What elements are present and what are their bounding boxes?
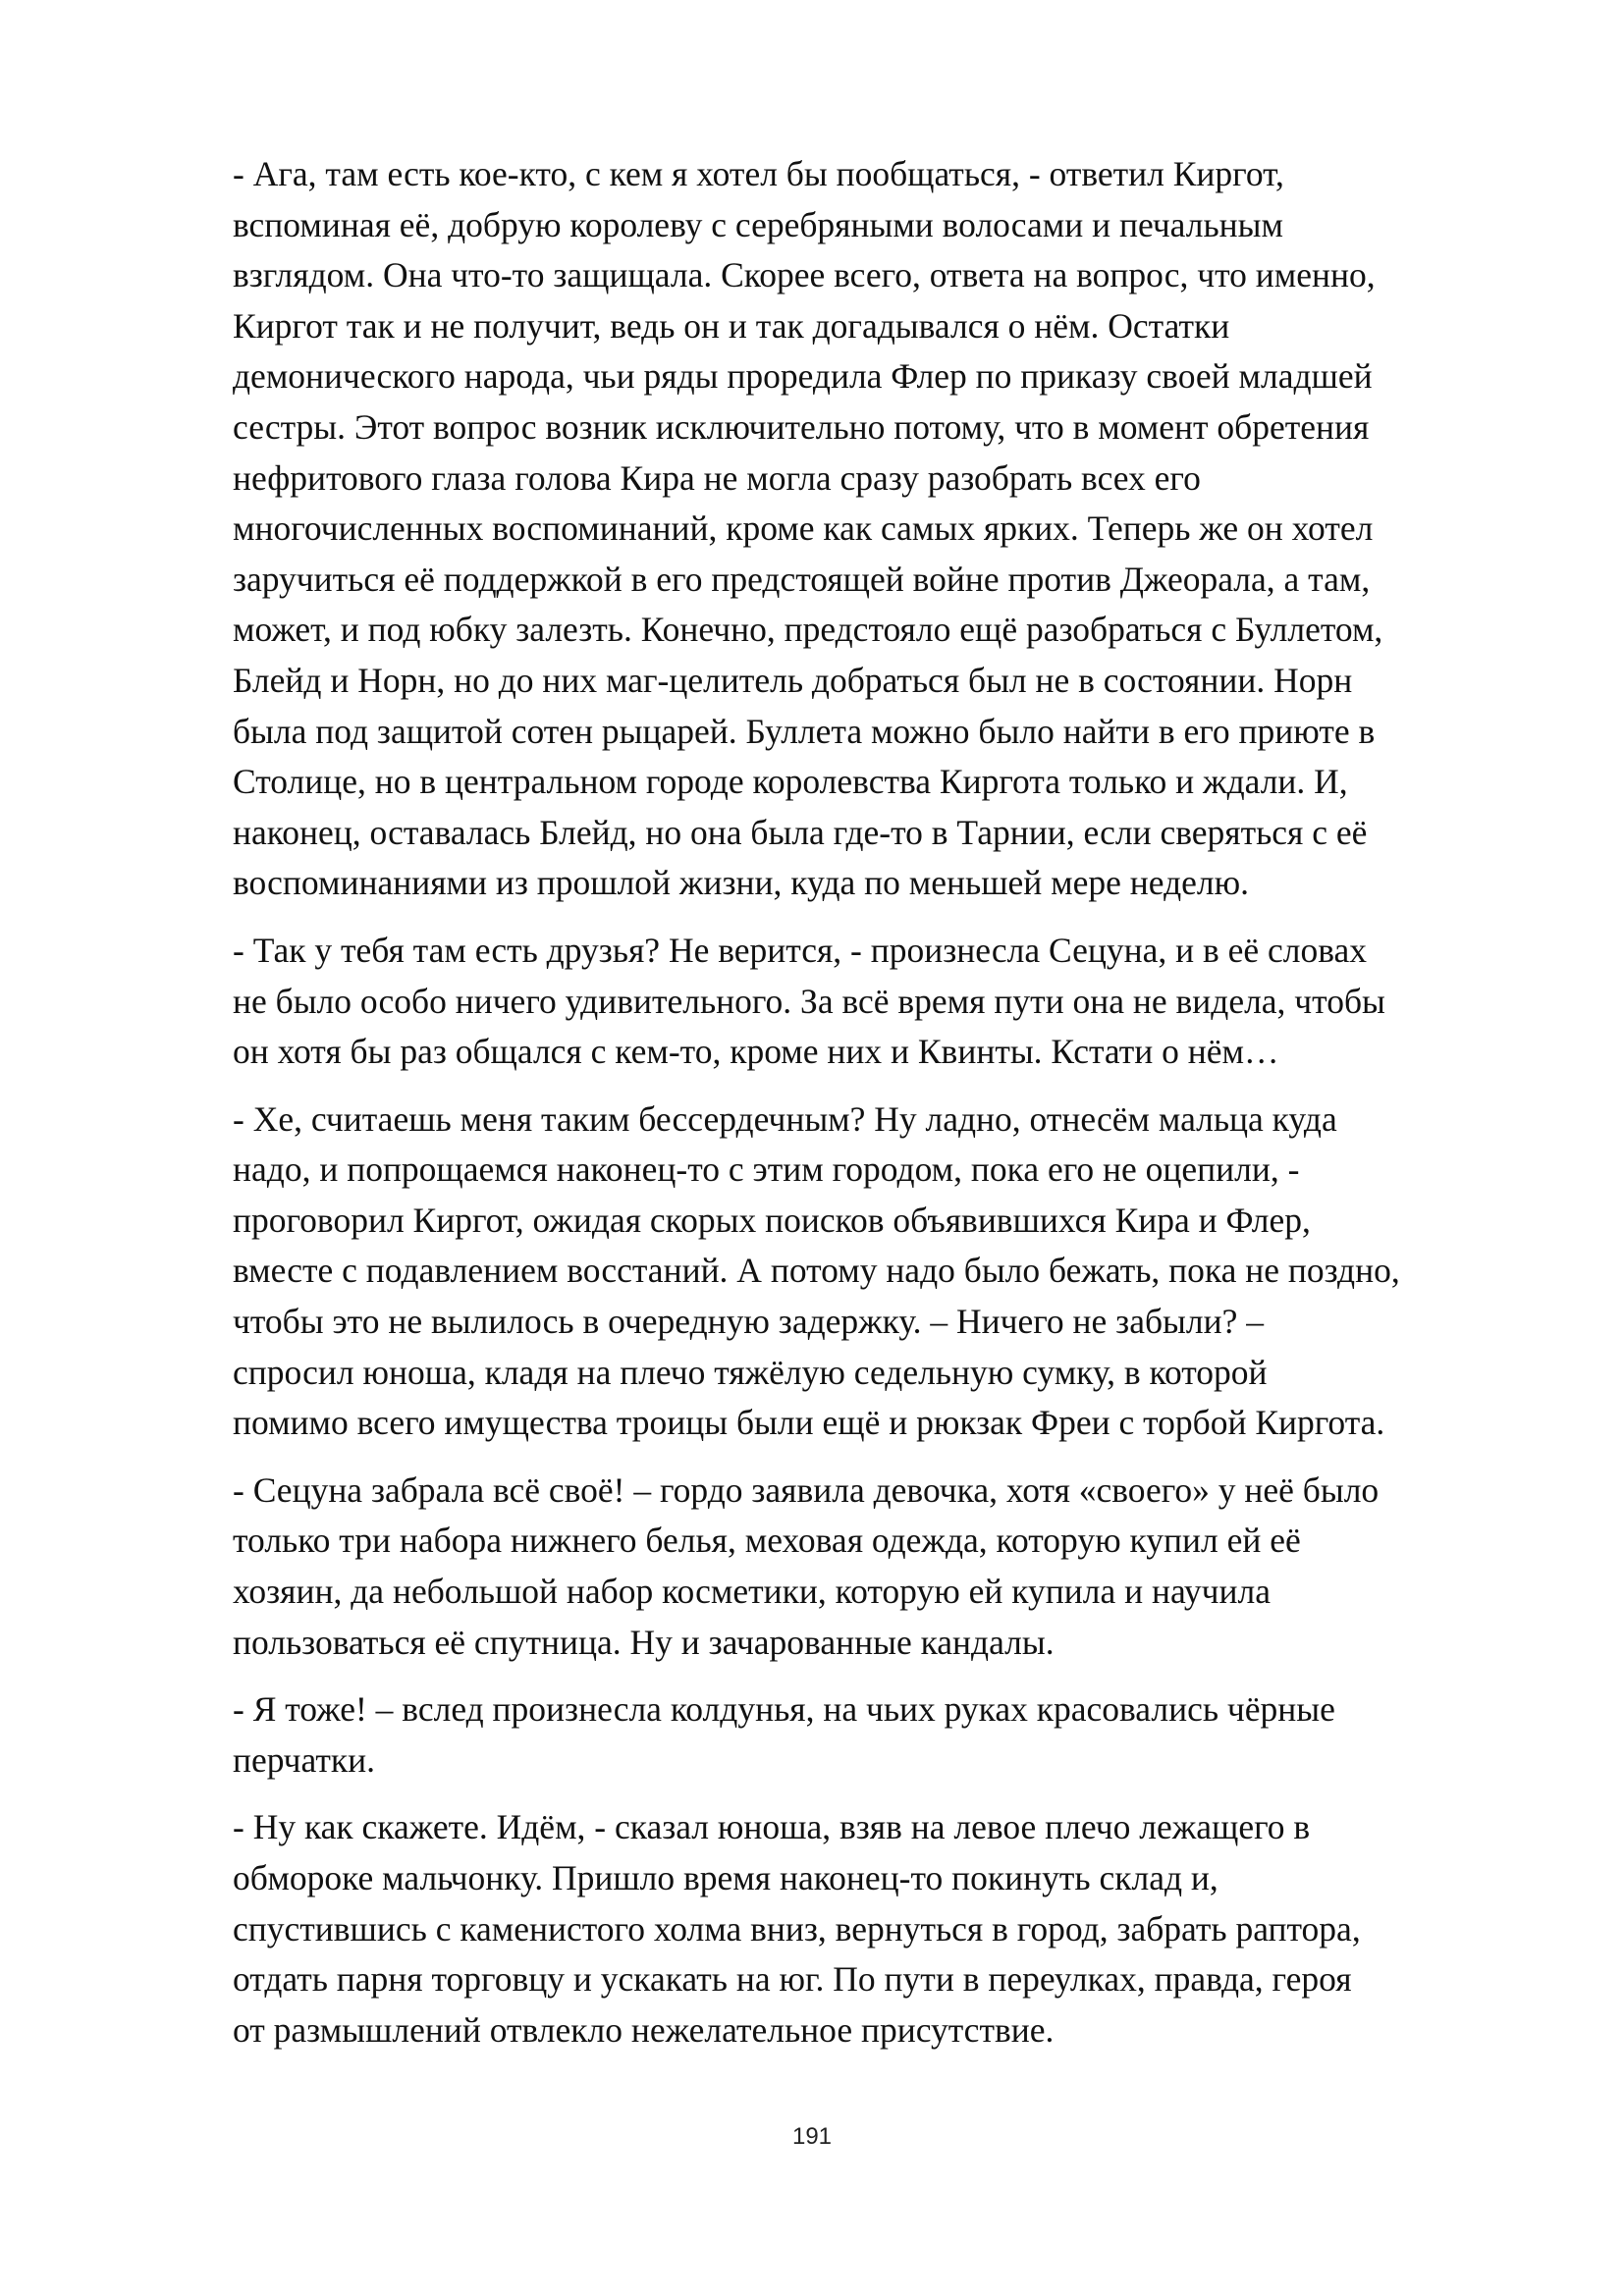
text-line: надо, и попрощаемся наконец-то с этим городом, пока его не оцепили, - bbox=[233, 1149, 1300, 1190]
text-line: хозяин, да небольшой набор косметики, которую ей купила и научила bbox=[233, 1572, 1271, 1612]
text-line: от размышлений отвлекло нежелательное присутствие. bbox=[233, 2009, 1055, 2050]
text-line: - Сецуна забрала всё своё! – гордо заявила девочка, хотя «своего» у неё было bbox=[233, 1469, 1380, 1510]
text-line: была под защитой сотен рыцарей. Буллета можно было найти в его приюте в bbox=[233, 711, 1376, 751]
paragraph bbox=[233, 149, 1539, 909]
text-line: Столице, но в центральном городе королевства Киргота только и ждали. И, bbox=[233, 762, 1348, 802]
paragraph bbox=[233, 1802, 1539, 2056]
text-line: только три набора нижнего белья, меховая одежда, которую купил ей её bbox=[233, 1521, 1301, 1561]
text-line: многочисленных воспоминаний, кроме как самых ярких. Теперь же он хотел bbox=[233, 508, 1374, 549]
text-line: спустившись с каменистого холма вниз, вернуться в город, забрать раптора, bbox=[233, 1908, 1361, 1949]
text-line: - Я тоже! – вслед произнесла колдунья, на чьих руках красовались чёрные bbox=[233, 1689, 1335, 1730]
text-line: проговорил Киргот, ожидая скорых поисков объявившихся Кира и Флер, bbox=[233, 1200, 1311, 1240]
text-line: воспоминаниями из прошлой жизни, куда по меньшей мере неделю. bbox=[233, 863, 1249, 903]
text-line: вспоминая её, добрую королеву с серебряными волосами и печальным bbox=[233, 204, 1283, 244]
paragraph bbox=[233, 926, 1539, 1078]
paragraph bbox=[233, 1095, 1539, 1449]
text-line: - Ну как скажете. Идём, - сказал юноша, взяв на левое плечо лежащего в bbox=[233, 1807, 1311, 1847]
text-line: заручиться её поддержкой в его предстоящей войне против Джеорала, а там, bbox=[233, 559, 1371, 599]
text-line: - Ага, там есть кое-кто, с кем я хотел бы пообщаться, - ответил Киргот, bbox=[233, 154, 1284, 193]
text-line: демонического народа, чьи ряды проредила Флер по приказу своей младшей bbox=[233, 356, 1373, 397]
text-line: взглядом. Она что-то защищала. Скорее всего, ответа на вопрос, что именно, bbox=[233, 255, 1376, 295]
text-line: он хотя бы раз общался с кем-то, кроме них и Квинты. Кстати о нём… bbox=[233, 1032, 1279, 1072]
text-line: Блейд и Норн, но до них маг-целитель добраться был не в состоянии. Норн bbox=[233, 660, 1353, 700]
text-line: не было особо ничего удивительного. За всё время пути она не видела, чтобы bbox=[233, 981, 1385, 1021]
text-line: вместе с подавлением восстаний. А потому надо было бежать, пока не поздно, bbox=[233, 1251, 1400, 1291]
body-text bbox=[233, 149, 1539, 2072]
paragraph bbox=[233, 1466, 1539, 1668]
text-line: помимо всего имущества троицы были ещё и рюкзак Фреи с торбой Киргота. bbox=[233, 1403, 1385, 1443]
text-line: перчатки. bbox=[233, 1739, 375, 1780]
text-line: нефритового глаза голова Кира не могла сразу разобрать всех его bbox=[233, 457, 1201, 498]
text-line: Киргот так и не получит, ведь он и так догадывался о нём. Остатки bbox=[233, 305, 1230, 346]
text-line: спросил юноша, кладя на плечо тяжёлую седельную сумку, в которой bbox=[233, 1352, 1268, 1392]
text-line: пользоваться её спутница. Ну и зачарованные кандалы. bbox=[233, 1622, 1055, 1662]
text-line: отдать парня торговцу и ускакать на юг. По пути в переулках, правда, героя bbox=[233, 1959, 1352, 2000]
text-line: сестры. Этот вопрос возник исключительно потому, что в момент обретения bbox=[233, 406, 1370, 447]
text-line: может, и под юбку залезть. Конечно, предстояло ещё разобраться с Буллетом, bbox=[233, 610, 1383, 650]
text-line: - Так у тебя там есть друзья? Не верится, - произнесла Сецуна, и в её словах bbox=[233, 930, 1368, 970]
text-line: наконец, оставалась Блейд, но она была где-то в Тарнии, если сверяться с её bbox=[233, 812, 1368, 852]
paragraph bbox=[233, 1684, 1539, 1786]
page-number: 191 bbox=[791, 2123, 833, 2150]
text-line: - Хе, считаешь меня таким бессердечным? Ну ладно, отнесём мальца куда bbox=[233, 1098, 1337, 1139]
text-line: обмороке мальчонку. Пришло время наконец-то покинуть склад и, bbox=[233, 1858, 1218, 1897]
text-line: чтобы это не вылилось в очередную задержку. – Ничего не забыли? – bbox=[233, 1302, 1264, 1342]
